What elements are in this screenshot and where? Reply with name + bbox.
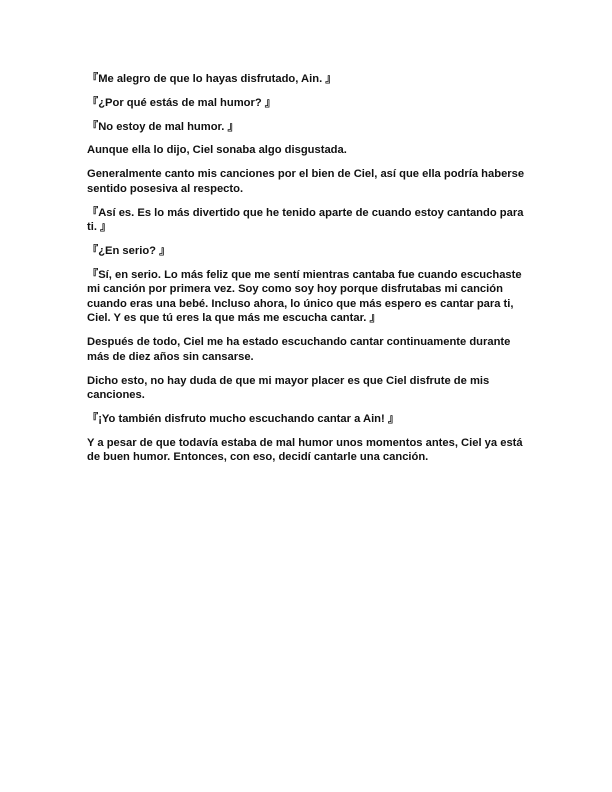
dialogue-line: 『¿En serio? 』 [87,244,171,257]
narration-paragraph: Y a pesar de que todavía estaba de mal humor unos momentos antes, Ciel ya está de buen humor. Entonces, con eso, decidí cantarle una canción. [87,436,523,464]
narration-paragraph: Después de todo, Ciel me ha estado escuchando cantar continuamente durante más de diez años sin cansarse. [87,336,511,363]
dialogue-line: 『Así es. Es lo más divertido que he tenido aparte de cuando estoy cantando para ti. 』 [87,206,524,234]
dialogue-line: 『Sí, en serio. Lo más feliz que me sentí mientras cantaba fue cuando escuchaste mi canción por primera vez. Soy como soy hoy porque disfrutabas mi canción cuando eras una bebé. Incluso ahora, lo único que más espero es cantar para ti, Ciel. Y es que tú eres la que más me escucha cantar. 』 [87,268,522,325]
document-body [87,72,533,474]
dialogue-line: 『¡Yo también disfruto mucho escuchando cantar a Ain! 』 [87,412,400,425]
dialogue-line: 『No estoy de mal humor. 』 [87,120,239,133]
narration-paragraph: Aunque ella lo dijo, Ciel sonaba algo disgustada. [87,144,347,157]
dialogue-line: 『¿Por qué estás de mal humor? 』 [87,96,276,109]
narration-paragraph: Generalmente canto mis canciones por el bien de Ciel, así que ella podría haberse sentido posesiva al respecto. [87,168,525,195]
dialogue-line: 『Me alegro de que lo hayas disfrutado, Ain. 』 [87,73,337,85]
narration-paragraph: Dicho esto, no hay duda de que mi mayor placer es que Ciel disfrute de mis canciones. [87,374,490,402]
